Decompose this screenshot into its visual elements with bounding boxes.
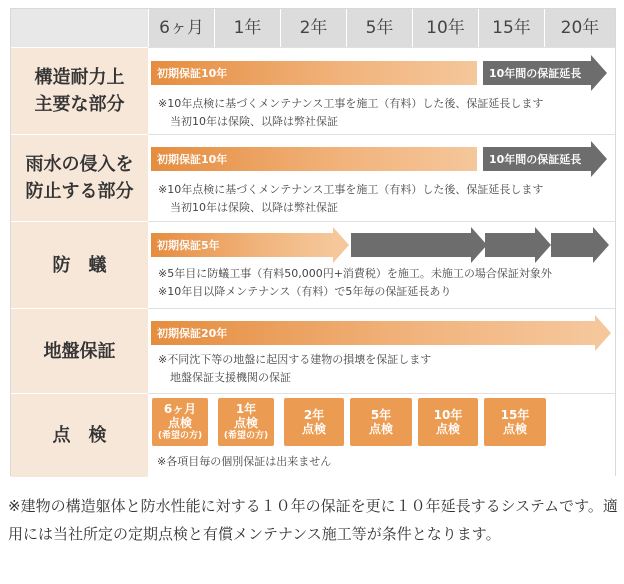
inspection-sub: (希望の方) [157,431,203,441]
arrow-label: 10年間の保証延長 [489,153,582,166]
arrow-initial-warranty-structure [151,61,477,85]
arrow-extension-structure [483,61,591,85]
inspection-box-2y [284,398,344,446]
row-note-termite [158,265,552,301]
note-line-1: ※5年目に防蟻工事（有料50,000円+消費税）を施工。未施工の場合保証対象外 [158,267,552,280]
inspection-term: 1年 [235,402,257,416]
arrow-extension-termite-3 [551,233,593,257]
note-line-2: 地盤保証支援機関の保証 [170,371,291,384]
inspection-label: 点検 [233,416,258,430]
inspection-label: 点検 [167,416,192,430]
note-line-1: ※不同沈下等の地盤に起因する建物の損壊を保証します [158,353,432,366]
inspection-term: 5年 [370,408,392,422]
inspection-box-6m [152,398,208,446]
arrow-label: 初期保証20年 [157,327,228,340]
arrow-head [595,315,611,351]
arrow-head [535,227,551,263]
row-label-termite: 防 蟻 [11,221,148,308]
year-header-1y: 1年 [214,9,280,47]
arrow-initial-warranty-ground [151,321,595,345]
inspection-box-10y [418,398,478,446]
arrow-initial-warranty-termite [151,233,333,257]
inspection-box-15y [484,398,546,446]
inspection-label: 点検 [502,422,527,436]
row-note-structure [158,95,543,131]
arrow-head [591,55,607,91]
arrow-initial-warranty-waterproof [151,147,477,171]
row-label-waterproof: 雨水の侵入を 防止する部分 [11,134,148,221]
arrow-extension-termite-2 [485,233,535,257]
arrow-label: 初期保証10年 [157,67,228,80]
note-line-1: ※10年点検に基づくメンテナンス工事を施工（有料）した後、保証延長します [158,97,544,110]
note-line-2: 当初10年は保険、以降は弊社保証 [170,201,338,214]
inspection-label: 点検 [301,422,326,436]
year-header-5y: 5年 [346,9,412,47]
inspection-term: 10年 [433,408,463,422]
inspection-term: 6ヶ月 [163,402,197,416]
row-label-ground: 地盤保証 [11,308,148,393]
table-header [11,9,615,47]
footer-note: ※建物の構造躯体と防水性能に対する１０年の保証を更に１０年延長するシステムです。適用には当社所定の定期点検と有償メンテナンス施工等が条件となります。 [8,497,618,543]
inspection-label: 点検 [368,422,393,436]
note-line-1: ※10年点検に基づくメンテナンス工事を施工（有料）した後、保証延長します [158,183,544,196]
arrow-head [333,227,349,263]
row-label-structure: 構造耐力上 主要な部分 [11,47,148,134]
arrow-extension-waterproof [483,147,591,171]
arrow-head [591,141,607,177]
header-corner [11,9,148,47]
row-note-inspection: ※各項目毎の個別保証は出来ません [157,455,332,468]
row-note-waterproof [158,181,543,217]
arrow-label: 初期保証5年 [157,239,220,252]
year-header-10y: 10年 [412,9,478,47]
inspection-sub: (希望の方) [223,431,269,441]
arrow-extension-termite-1 [351,233,471,257]
row-label-inspection: 点 検 [11,393,148,477]
note-line-2: ※10年目以降メンテナンス（有料）で5年毎の保証延長あり [158,285,452,298]
arrow-label: 10年間の保証延長 [489,67,582,80]
arrow-head [593,227,609,263]
inspection-label: 点検 [435,422,460,436]
row-note-ground [158,351,431,387]
year-header-20y: 20年 [544,9,615,47]
inspection-term: 15年 [500,408,530,422]
arrow-label: 初期保証10年 [157,153,228,166]
inspection-term: 2年 [303,408,325,422]
inspection-box-5y [350,398,412,446]
year-header-15y: 15年 [478,9,544,47]
year-header-2y: 2年 [280,9,346,47]
note-line-2: 当初10年は保険、以降は弊社保証 [170,115,338,128]
inspection-box-1y [218,398,274,446]
year-header-6m: 6ヶ月 [148,9,214,47]
